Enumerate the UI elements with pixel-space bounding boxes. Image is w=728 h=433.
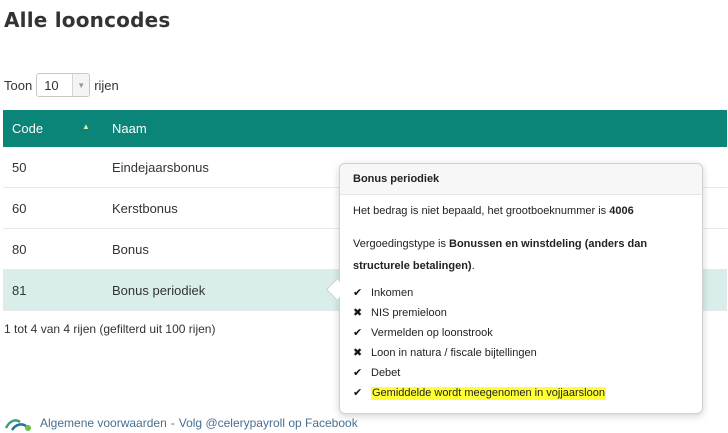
footer-separator: - (170, 416, 175, 430)
check-icon: ✔ (353, 286, 363, 299)
feature-label: Vermelden op loonstrook (371, 326, 493, 339)
list-item (353, 283, 689, 303)
column-header-code-label: Code (12, 121, 44, 136)
feature-label: Debet (371, 366, 401, 379)
check-icon: ✔ (353, 326, 363, 339)
cell-code: 81 (3, 270, 102, 311)
cell-code: 50 (3, 147, 102, 188)
cell-name: Bonus (102, 229, 727, 270)
feature-label-highlighted: Gemiddelde wordt meegenomen in vojjaarsloon (372, 386, 605, 399)
details-popover (339, 163, 703, 414)
feature-label: Inkomen (371, 286, 414, 299)
chevron-down-icon: ▼ (72, 74, 89, 96)
sort-ascending-icon: ▲ (82, 122, 90, 131)
amount-text: Het bedrag is niet bepaald, het grootboeknummer is (353, 205, 610, 217)
column-header-code[interactable] (3, 110, 102, 147)
cell-name: Kerstbonus (102, 188, 727, 229)
feature-list (353, 283, 689, 403)
terms-link[interactable]: Algemene voorwaarden (40, 416, 167, 430)
list-item-highlighted (353, 383, 689, 403)
table-header-row (3, 110, 727, 147)
cross-icon: ✖ (353, 306, 363, 319)
list-item (353, 323, 689, 343)
length-suffix: rijen (94, 77, 119, 93)
page-length-control (4, 72, 119, 98)
cross-icon: ✖ (353, 346, 363, 359)
column-header-name-label: Naam (112, 121, 147, 136)
table-info: 1 tot 4 van 4 rijen (gefilterd uit 100 rijen) (4, 322, 216, 336)
popover-amount-line (353, 205, 689, 218)
length-prefix: Toon (4, 77, 33, 93)
feature-label: NIS premieloon (371, 306, 447, 319)
popover-title: Bonus periodiek (340, 164, 702, 195)
footer (4, 416, 358, 433)
check-icon: ✔ (353, 386, 363, 399)
list-item (353, 303, 689, 323)
column-header-name[interactable] (102, 110, 727, 147)
popover-type-line (353, 233, 689, 277)
page-length-select[interactable] (36, 73, 90, 97)
type-end: . (471, 260, 475, 272)
cell-name: Bonus periodiek (102, 270, 727, 311)
cell-code: 60 (3, 188, 102, 229)
celery-logo-icon (4, 416, 32, 433)
list-item (353, 343, 689, 363)
facebook-link[interactable]: Volg @celerypayroll op Facebook (178, 416, 358, 430)
feature-label: Loon in natura / fiscale bijtellingen (371, 346, 537, 359)
cell-name: Eindejaarsbonus (102, 147, 727, 188)
check-icon: ✔ (353, 366, 363, 379)
cell-code: 80 (3, 229, 102, 270)
type-text: Vergoedingstype is (353, 238, 450, 250)
page-title: Alle looncodes (4, 8, 171, 32)
page-length-value: 10 (44, 77, 59, 93)
list-item (353, 363, 689, 383)
ledger-number: 4006 (609, 205, 634, 217)
popover-body (340, 195, 702, 403)
type-value: Bonussen en winstdeling (anders dan structurele betalingen) (353, 238, 648, 272)
